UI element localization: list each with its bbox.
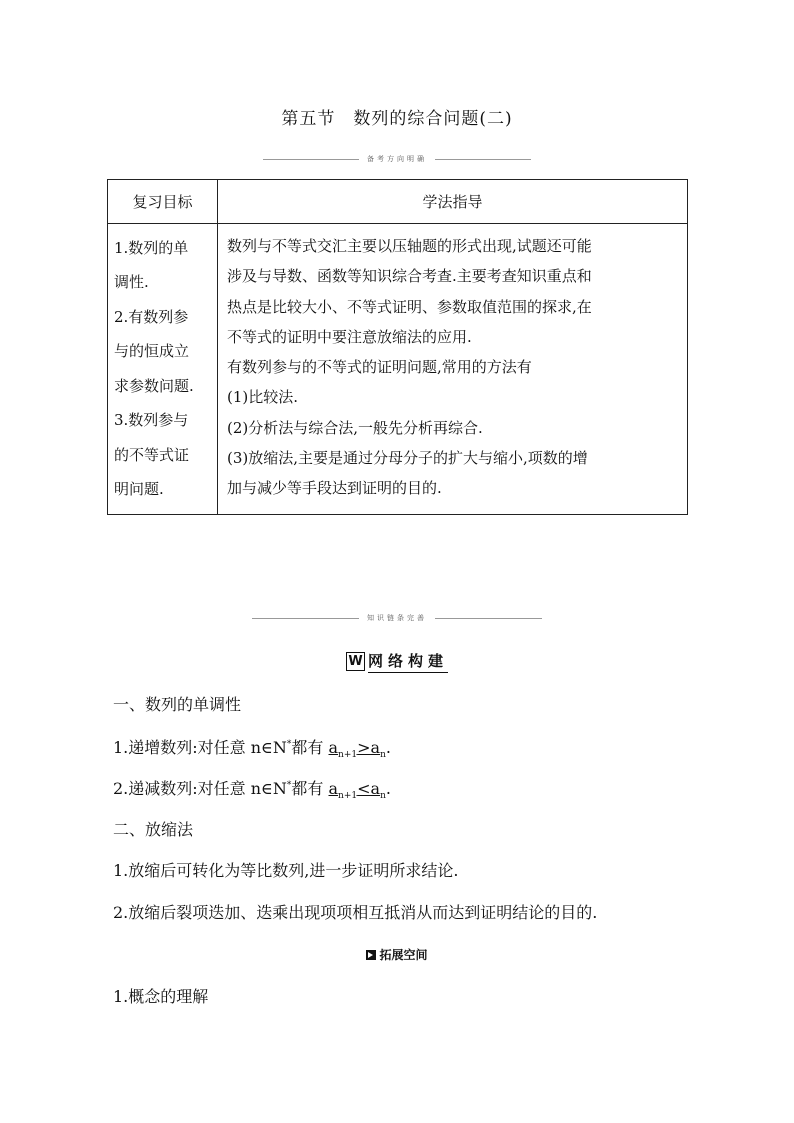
- math-var: a: [328, 779, 339, 798]
- divider-line: [252, 618, 359, 619]
- guidance-line: 数列与不等式交汇主要以压轴题的形式出现,试题还可能: [227, 237, 592, 255]
- goal-line: 调性.: [114, 273, 149, 292]
- goal-line: 的不等式证: [114, 445, 190, 464]
- goal-line: 2.有数列参: [114, 307, 189, 326]
- superscript: *: [286, 780, 292, 791]
- review-guide-table: [107, 179, 688, 515]
- item-text: .: [385, 779, 391, 798]
- table-header-row: [108, 180, 688, 224]
- item-text: .: [385, 738, 391, 757]
- divider-line: [435, 159, 531, 160]
- subscript: n: [380, 750, 386, 761]
- section-divider: [263, 154, 531, 164]
- header-review-goals: 复习目标: [108, 180, 218, 224]
- item-text: 2.递减数列:对任意 n∈N: [113, 779, 287, 798]
- guidance-line: 有数列参与的不等式的证明问题,常用的方法有: [227, 358, 532, 377]
- header-study-guidance: 学法指导: [218, 180, 688, 224]
- study-guidance-cell: [218, 224, 688, 515]
- superscript: *: [286, 739, 292, 750]
- guidance-line: 热点是比较大小、不等式证明、参数取值范围的探求,在: [227, 297, 592, 316]
- section-heading-scaling: 二、放缩法: [113, 820, 194, 839]
- divider-label: 备考方向明确: [367, 155, 427, 163]
- math-var: a: [370, 738, 381, 757]
- divider-label: 知识链条完善: [367, 614, 427, 622]
- guidance-line: (3)放缩法,主要是通过分母分子的扩大与缩小,项数的增: [227, 449, 588, 468]
- item-text: 都有: [291, 738, 329, 757]
- goal-line: 与的恒成立: [114, 342, 190, 361]
- increasing-sequence-item: [113, 735, 391, 760]
- page-title: 第五节 数列的综合问题(二): [281, 109, 513, 129]
- math-var: a: [370, 779, 381, 798]
- expansion-label: 拓展空间: [379, 948, 428, 962]
- scaling-point-2: 2.放缩后裂项迭加、迭乘出现项项相互抵消从而达到证明结论的目的.: [113, 903, 598, 922]
- speaker-icon: [366, 950, 376, 960]
- decreasing-sequence-item: [113, 776, 391, 801]
- goal-line: 1.数列的单: [114, 238, 189, 257]
- concept-understanding-item: 1.概念的理解: [113, 987, 209, 1006]
- goal-line: 3.数列参与: [114, 411, 189, 430]
- item-text: 1.递增数列:对任意 n∈N: [113, 738, 287, 757]
- math-relation: <: [357, 779, 371, 798]
- underlined-answer: [328, 738, 386, 761]
- underlined-answer: [328, 779, 386, 802]
- guidance-line: 不等式的证明中要注意放缩法的应用.: [227, 327, 472, 346]
- w-letter-icon: W: [346, 652, 365, 671]
- item-text: 都有: [291, 779, 329, 798]
- guidance-line: 涉及与导数、函数等知识综合考查.主要考查知识重点和: [227, 267, 592, 286]
- subscript: n: [380, 791, 386, 802]
- guidance-line: (1)比较法.: [227, 388, 299, 407]
- subscript: n+1: [338, 750, 358, 761]
- section-heading-monotonicity: 一、数列的单调性: [113, 695, 242, 714]
- network-label: 网络构建: [368, 650, 448, 673]
- scaling-point-1: 1.放缩后可转化为等比数列,进一步证明所求结论.: [113, 861, 459, 880]
- guidance-line: 加与减少等手段达到证明的目的.: [227, 479, 442, 498]
- expansion-space-heading: [0, 946, 794, 963]
- divider-line: [435, 618, 542, 619]
- goal-line: 明问题.: [114, 480, 164, 499]
- table-body-row: [108, 224, 688, 515]
- section-divider: [252, 613, 542, 623]
- subscript: n+1: [338, 791, 358, 802]
- review-goals-cell: [108, 224, 218, 515]
- network-construction-heading: [0, 650, 794, 673]
- math-relation: >: [357, 738, 371, 757]
- math-var: a: [328, 738, 339, 757]
- divider-line: [263, 159, 359, 160]
- guidance-line: (2)分析法与综合法,一般先分析再综合.: [227, 418, 483, 437]
- goal-line: 求参数问题.: [114, 376, 194, 395]
